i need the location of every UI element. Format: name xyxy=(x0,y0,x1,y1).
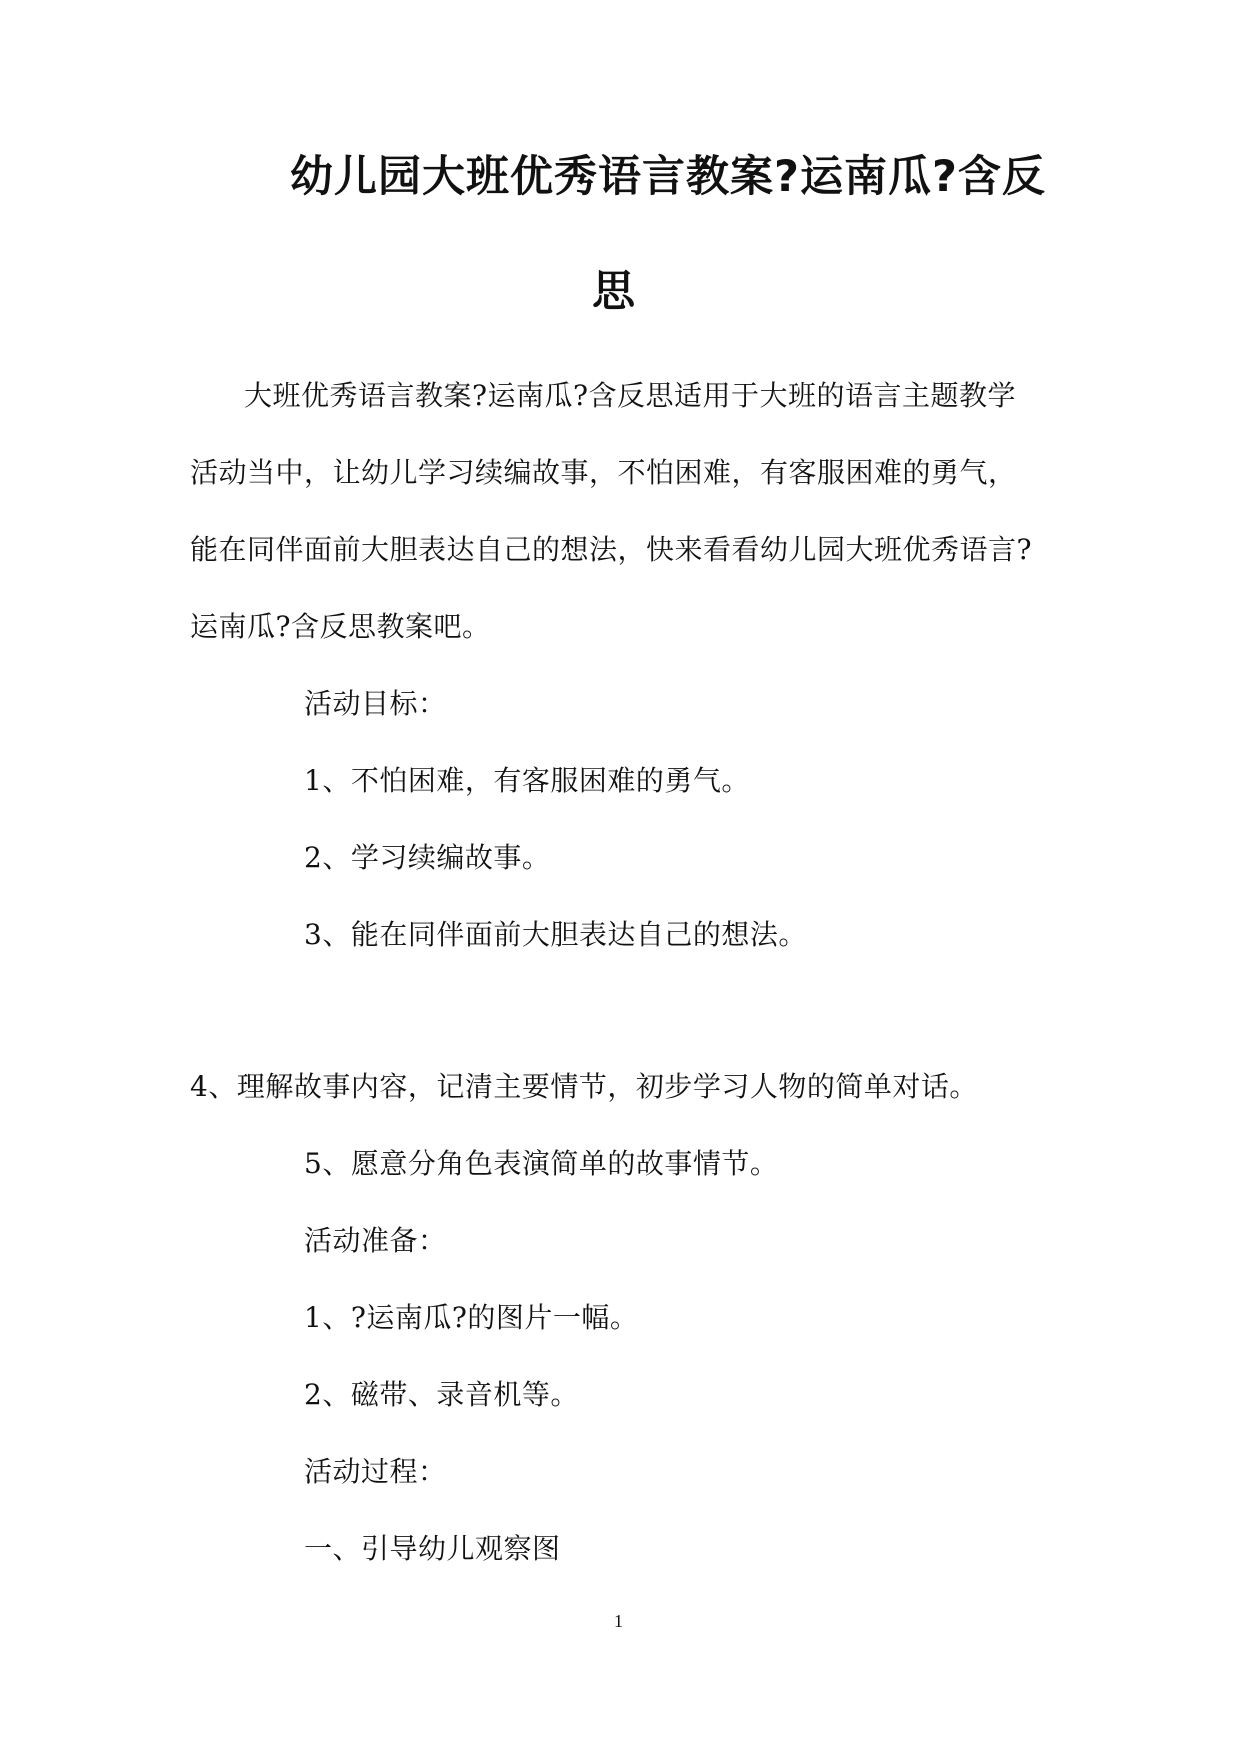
document-title-line-1: 幼儿园大班优秀语言教案?运南瓜?含反 xyxy=(290,152,1046,202)
prep-item-1: 1、?运南瓜?的图片一幅。 xyxy=(304,1301,639,1334)
process-heading: 活动过程： xyxy=(304,1455,447,1488)
process-item-1: 一、引导幼儿观察图 xyxy=(304,1532,561,1565)
document-title-line-2: 思 xyxy=(592,267,636,317)
intro-line-4: 运南瓜?含反思教案吧。 xyxy=(190,610,491,643)
page-number: 1 xyxy=(614,1611,623,1631)
intro-line-1: 大班优秀语言教案?运南瓜?含反思适用于大班的语言主题教学 xyxy=(244,379,1017,412)
prep-heading: 活动准备： xyxy=(304,1224,447,1257)
goal-item-2: 2、学习续编故事。 xyxy=(304,841,551,874)
intro-line-2: 活动当中，让幼儿学习续编故事，不怕困难，有客服困难的勇气， xyxy=(190,456,1017,489)
intro-line-3: 能在同伴面前大胆表达自己的想法，快来看看幼儿园大班优秀语言? xyxy=(190,533,1033,566)
goal-item-4: 4、理解故事内容，记清主要情节，初步学习人物的简单对话。 xyxy=(190,1070,978,1103)
prep-item-2: 2、磁带、录音机等。 xyxy=(304,1378,579,1411)
goal-item-1: 1、不怕困难，有客服困难的勇气。 xyxy=(304,764,750,797)
goals-heading: 活动目标： xyxy=(304,687,447,720)
goal-item-3: 3、能在同伴面前大胆表达自己的想法。 xyxy=(304,918,807,951)
goal-item-5: 5、愿意分角色表演简单的故事情节。 xyxy=(304,1147,779,1180)
